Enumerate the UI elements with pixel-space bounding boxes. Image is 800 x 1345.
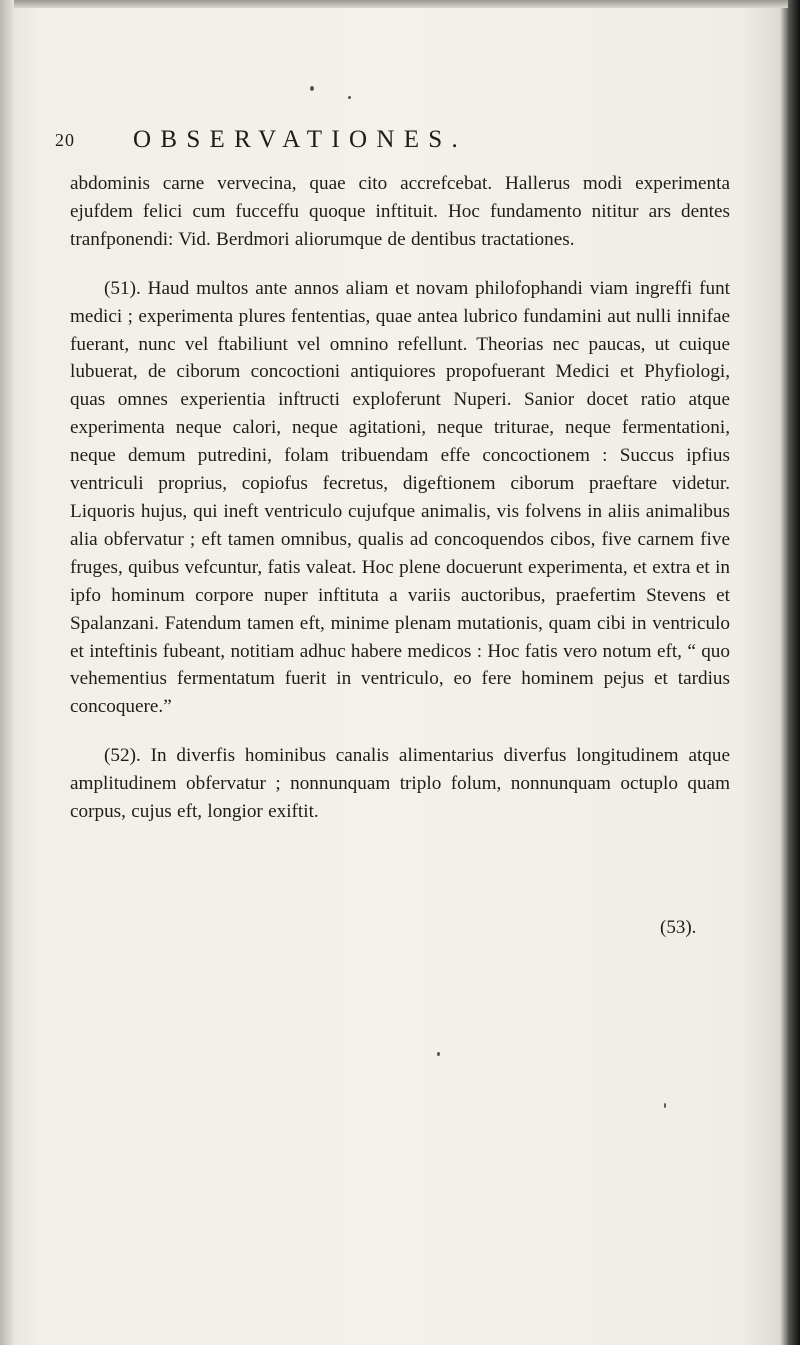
paragraph-52: (52). In diverfis hominibus canalis alimentarius diverfus longitudinem atque amplitudinem obfervatur ; nonnunquam triplo folum, nonnunquam octuplo quam corpus, cujus eft, longior exiftit. [70, 745, 730, 823]
page-number: 20 [55, 130, 75, 150]
ink-speck [437, 1052, 440, 1056]
paragraph-continuation: abdominis carne vervecina, quae cito accrefcebat. Hallerus modi experimenta ejufdem felici cum fucceffu quoque inftituit. Hoc fundamento nititur ars dentes tranfponendi: Vid. Berdmori aliorumque de dentibus tractationes. [70, 173, 730, 250]
running-title: OBSERVATIONES. [133, 126, 468, 153]
page-header [40, 126, 760, 162]
ink-speck [310, 86, 314, 91]
page-left-edge [0, 0, 14, 1345]
ink-speck [664, 1103, 666, 1108]
body-text [70, 170, 730, 826]
ink-speck [348, 96, 351, 99]
page-right-edge [788, 0, 800, 1345]
paragraph-51: (51). Haud multos ante annos aliam et novam philofophandi viam ingreffi funt medici ; experimenta plures fententias, quae antea lubrico fundamini aut nulli innifae fuerant, nunc vel ftabiliunt vel omnino refellunt. Theorias nec paucas, ut cuique lubuerat, de ciborum concoctioni antiquiores propofuerant Medici et Phyfiologi, quas omnes experientia inftructi exploferunt Nuperi. Sanior docet ratio atque experimenta neque calori, neque agitationi, neque triturae, neque fermentationi, neque demum putredini, folam tribuendam effe concoctionem : Succus ipfius ventriculi proprius, copiofus fecretus, digeftionem ciborum praeftare videtur. Liquoris hujus, qui ineft ventriculo cujufque animalis, vis folvens in aliis animalibus alia obfervatur ; eft tamen omnibus, qualis ad concoquendos cibos, five carnem five fruges, quibus vefcuntur, fatis valeat. Hoc plene docuerunt experimenta, et extra et in ipfo hominum corpore nuper inftituta a variis auctoribus, praefertim Stevens et Spalanzani. Fatendum tamen eft, minime plenam mutationis, quam cibi in ventriculo et inteftinis fubeant, notitiam adhuc habere medicos : Hoc fatis vero notum eft, “ quo vehementius fermentatum fuerit in ventriculo, eo fere hominem pejus et tardius concoquere.” [70, 277, 730, 718]
page-top-edge [0, 0, 800, 8]
catchword: (53). [660, 917, 697, 938]
